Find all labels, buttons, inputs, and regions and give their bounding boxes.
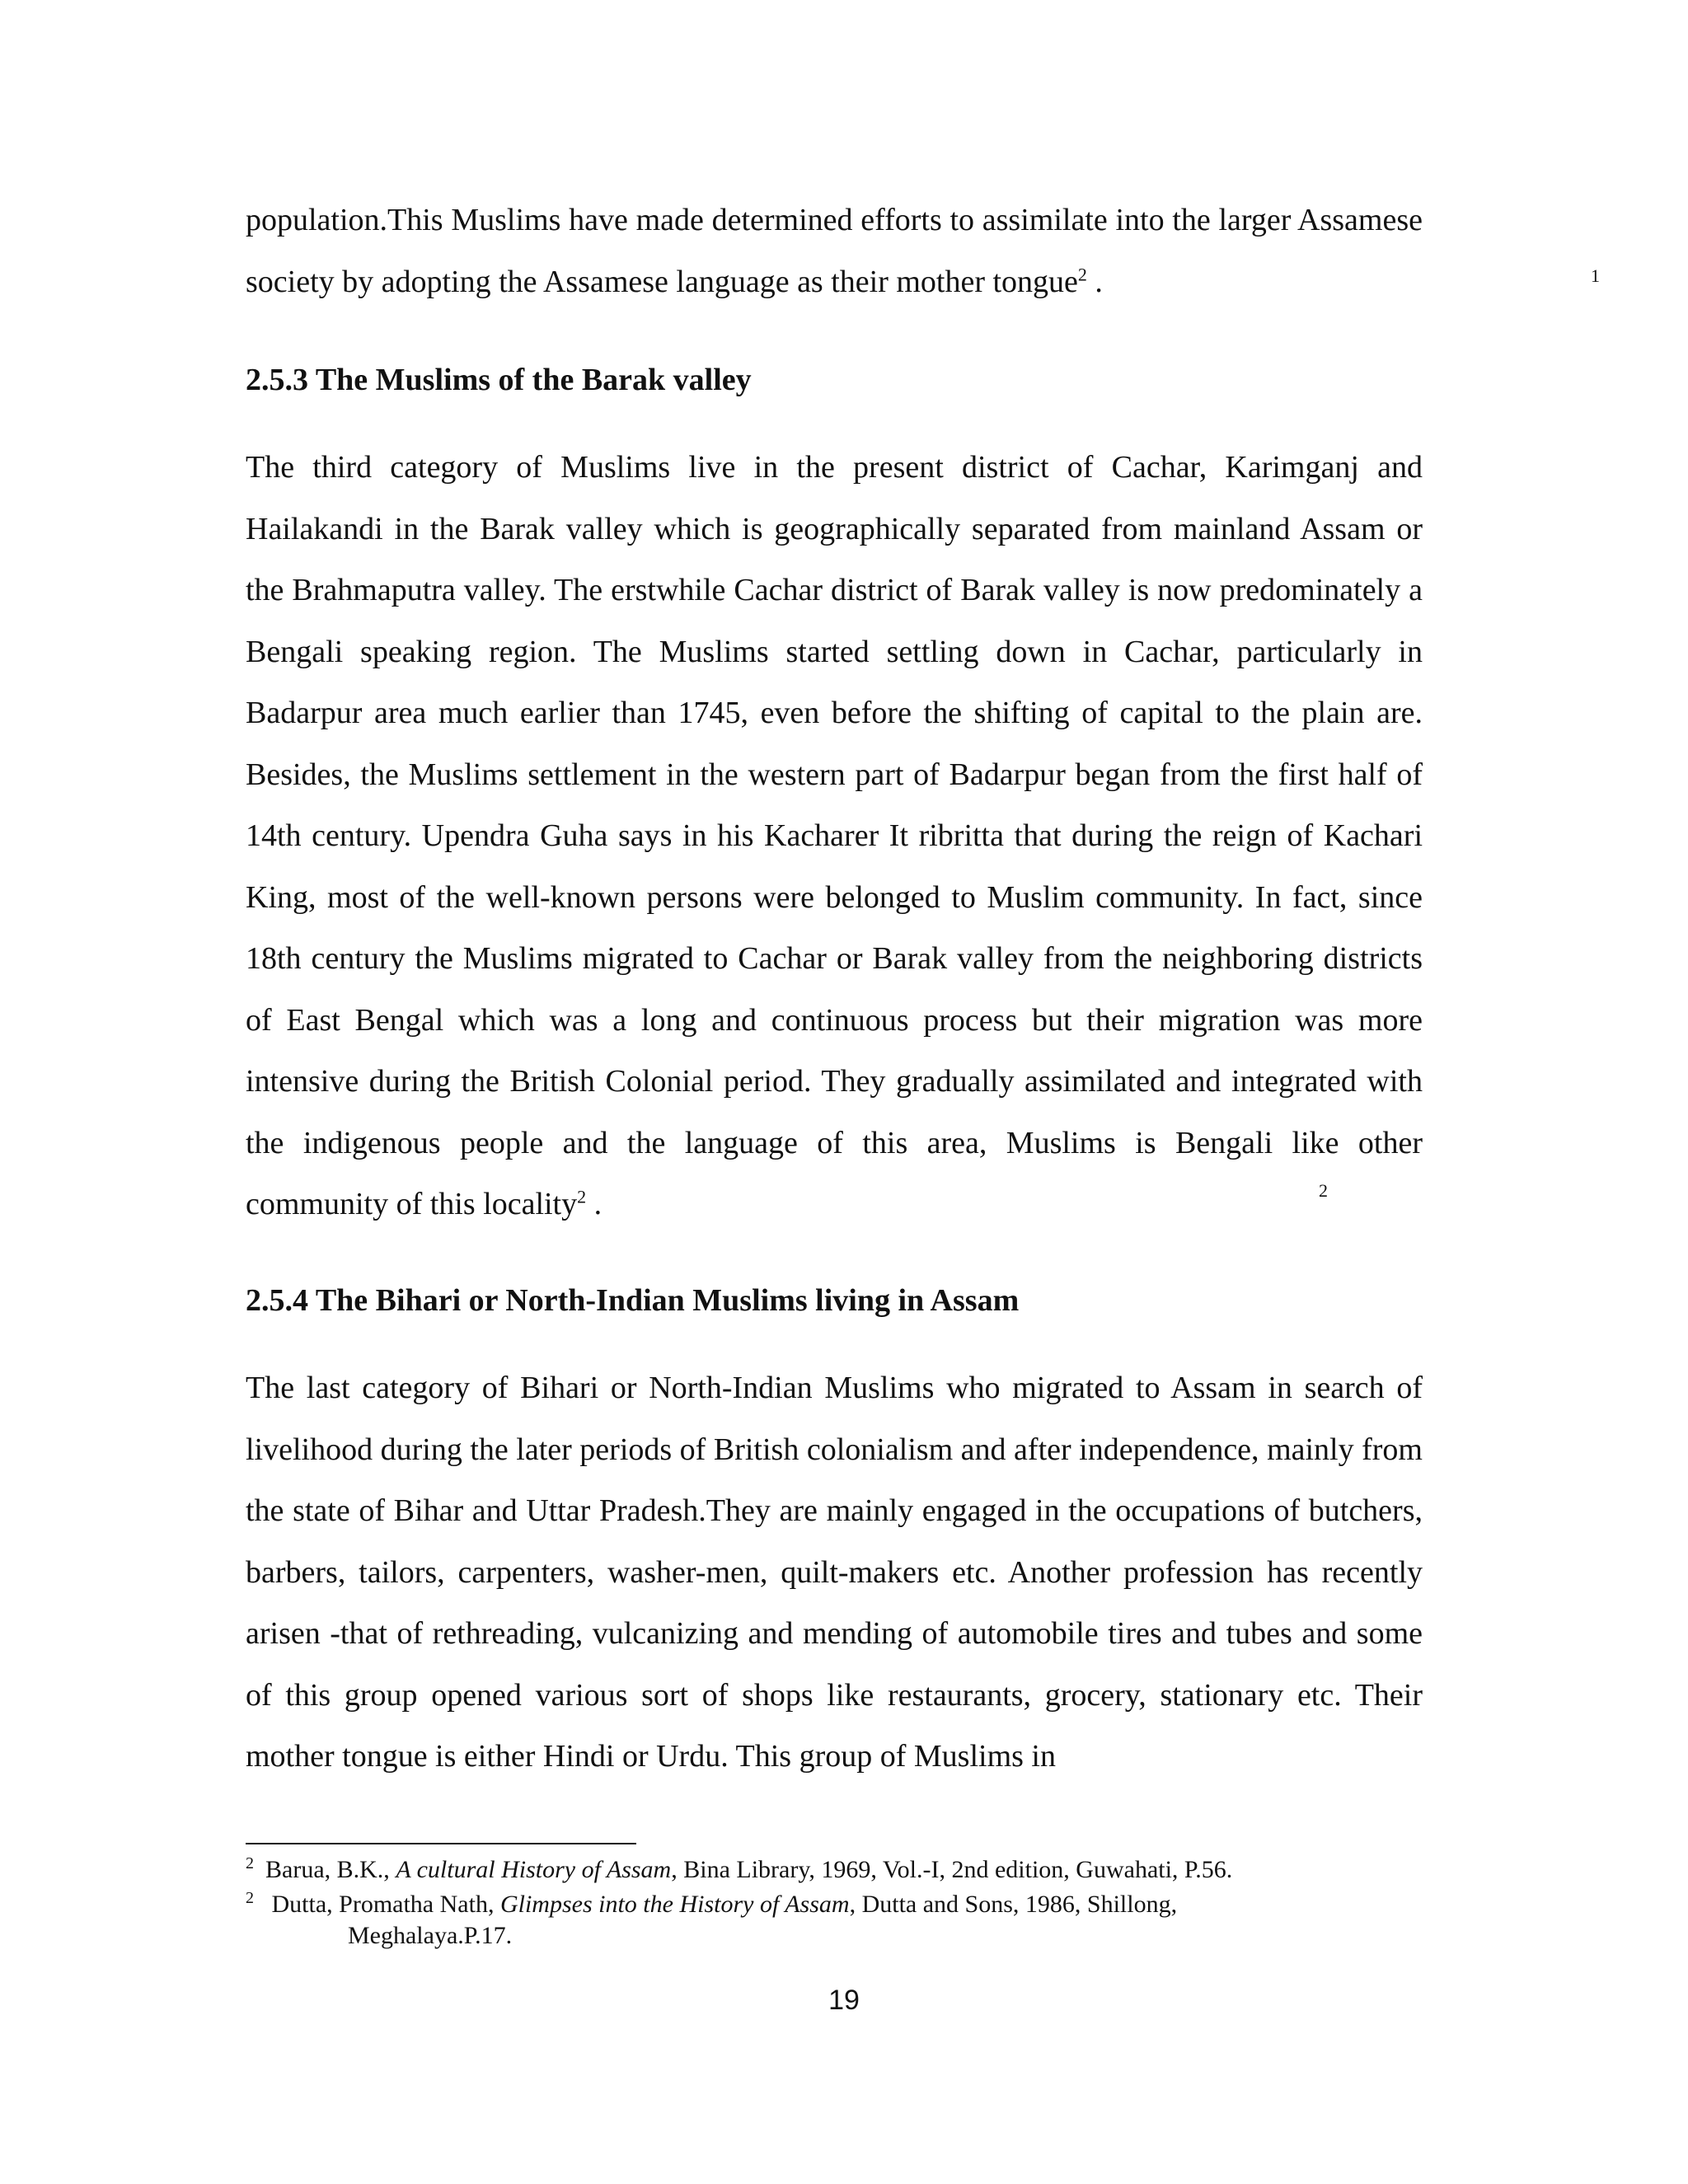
heading-text: 2.5.3 The Muslims of the Barak valley [246, 363, 752, 397]
section-heading-barak [246, 359, 1423, 401]
paragraph-end: . [586, 1187, 603, 1221]
footnote-continuation: Meghalaya.P.17. [348, 1922, 513, 1949]
footnote-text: Dutta, Promatha Nath, [265, 1891, 500, 1918]
paragraph-barak [246, 437, 1423, 1235]
footnote-title: Glimpses into the History of Assam [499, 1891, 850, 1918]
footnote-ref[interactable]: 2 [577, 1186, 587, 1207]
page-number: 19 [828, 1985, 860, 2016]
paragraph-text: The last category of Bihari or North-Indian Muslims who migrated to Assam in search of livelihood during the later periods of British colonialism and after independence, mainly from the state of Bihar and Uttar Pradesh.They are mainly engaged in the occupations of butchers, barbers, tailors, carpenters, washer-men, quilt-makers etc. Another profession has recently arisen -that of rethreading, vulcanizing and mending of automobile tires and tubes and some of this group opened various sort of shops like restaurants, grocery, stationary etc. Their mother tongue is either Hindi or Urdu. This group of Muslims in [246, 1371, 1423, 1774]
footnote-number: 2 [246, 1854, 254, 1872]
paragraph-end: . [1086, 264, 1103, 299]
footnote-1 [246, 1854, 1423, 1886]
footnote-text: Barua, B.K., [265, 1856, 396, 1883]
paragraph-text: population.This Muslims have made determined efforts to assimilate into the larger Assamese society by adopting the Assamese language as their mother tongue [246, 203, 1423, 299]
footnote-text: , Bina Library, 1969, Vol.-I, 2nd edition, Guwahati, P.56. [671, 1856, 1233, 1883]
footnote-ref[interactable]: 2 [1077, 263, 1087, 284]
section-heading-bihari [246, 1280, 1423, 1321]
footnote-title: A cultural History of Assam [396, 1856, 672, 1883]
heading-text: 2.5.4 The Bihari or North-Indian Muslims living in Assam [246, 1283, 1020, 1318]
footnote-text: , Dutta and Sons, 1986, Shillong, [849, 1891, 1178, 1918]
footnote-divider [246, 1843, 636, 1844]
margin-mark: 2 [1319, 1180, 1328, 1201]
paragraph-intro [246, 190, 1423, 312]
paragraph-bihari [246, 1357, 1423, 1788]
margin-mark: 1 [1591, 265, 1600, 286]
footnote-number: 2 [246, 1889, 254, 1907]
footnote-2 [246, 1889, 1423, 1952]
paragraph-text: The third category of Muslims live in the present district of Cachar, Karimganj and Hailakandi in the Barak valley which is geographically separated from mainland Assam or the Brahmaputra valley. The erstwhile Cachar district of Barak valley is now predominately a Bengali speaking region. The Muslims started settling down in Cachar, particularly in Badarpur area much earlier than 1745, even before the shifting of capital to the plain are. Besides, the Muslims settlement in the western part of Badarpur began from the first half of 14th century. Upendra Guha says in his Kacharer It ribritta that during the reign of Kachari King, most of the well-known persons were belonged to Muslim community. In fact, since 18th century the Muslims migrated to Cachar or Barak valley from the neighboring districts of East Bengal which was a long and continuous process but their migration was more intensive during the British Colonial period. They gradually assimilated and integrated with the indigenous people and the language of this area, Muslims is Bengali like other community of this locality [246, 450, 1423, 1221]
